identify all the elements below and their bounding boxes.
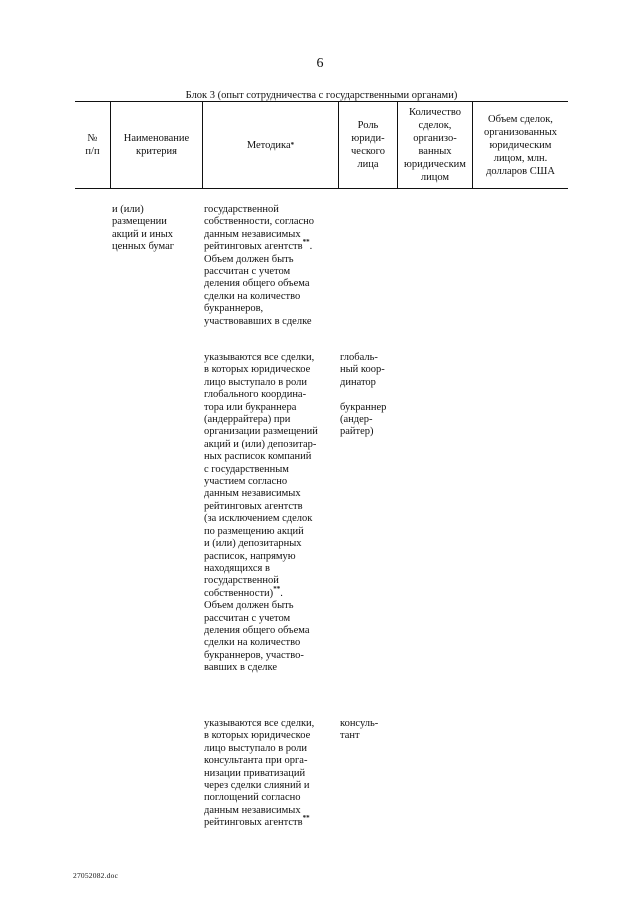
header-method-label: Методика (246, 139, 291, 151)
method-text-tail: . Объем должен быть рассчитан с учетом деления общего объема сделки на количество букраннеров, участво- вавших в сделке (204, 587, 310, 674)
header-method: Методика * (246, 139, 295, 151)
method-text-tail: . Объем должен быть рассчитан с учетом деления общего объема сделки на количество букраннеров, участвовавших в сделке (204, 241, 313, 327)
method-cell (204, 718, 338, 830)
method-cell (204, 204, 338, 328)
header-role: Роль юриди- ческого лица (351, 120, 385, 170)
header-volume: Объем сделок, организованных юридическим лицом, млн. долларов США (483, 113, 558, 177)
method-text: указываются все сделки, в которых юридическое лицо выступало в роли глобального координа- тора или букраннера (андеррайтера) при организации размещений акций и (или) депозитар- ных расписок компаний с государственным участием согласно данным независимых рейтинговых агентств (за исключением сделок по размещению акций и (или) депозитарных расписок, напрямую находящихся в государственной собственности) (204, 352, 318, 599)
criterion-cell: и (или) размещении акций и иных ценных бумаг (112, 204, 175, 253)
method-cell (204, 352, 338, 675)
footnote-mark: ** (273, 584, 281, 593)
header-count: Количество сделок, организо- ванных юридическим лицом (404, 107, 466, 183)
page-number: 6 (316, 56, 324, 71)
role-cell: глобаль- ный коор- динатор букраннер (андер- райтер) (340, 352, 387, 438)
document-filename: 27052082.doc (73, 871, 119, 880)
header-bottom-rule (75, 188, 568, 189)
header-criterion: Наименование критерия (123, 133, 190, 157)
block-title: Блок 3 (опыт сотрудничества с государственными органами) (185, 90, 458, 101)
footnote-mark: ** (302, 238, 310, 247)
method-text: указываются все сделки, в которых юридическое лицо выступало в роли консультанта при орга- низации приватизаций через сделки слияний и поглощений согласно данным независимых рейтинговых агентств (204, 718, 315, 829)
header-num: № п/п (85, 133, 100, 157)
role-cell: консуль- тант (340, 718, 379, 742)
method-text: государственной собственности, согласно данным независимых рейтинговых агентств (204, 204, 315, 253)
footnote-mark: ** (302, 814, 310, 823)
